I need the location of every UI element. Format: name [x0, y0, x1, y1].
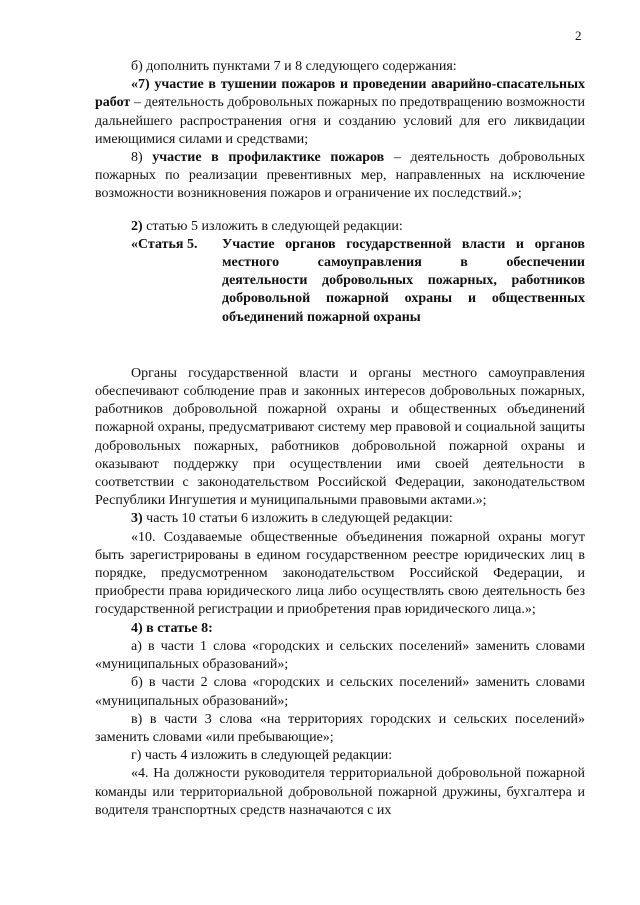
article-title-line: Участие органов государственной власти и органов	[222, 236, 585, 252]
amend-2-text: статью 5 изложить в следующей редакции:	[142, 218, 403, 234]
paragraph-sub-b: б) в части 2 слова «городских и сельских поселений» заменить словами «муниципальных образований»;	[95, 675, 585, 709]
amend-3-text: часть 10 статьи 6 изложить в следующей редакции:	[142, 511, 453, 527]
paragraph-part-4: «4. На должности руководителя территориальной добровольной пожарной команды или территориальной добровольной пожарной дружины, бухгалтера и водителя транспортных средств назначаются с их	[95, 766, 585, 818]
paragraph-amend-article-5	[95, 218, 585, 236]
paragraph-sub-a: а) в части 1 слова «городских и сельских поселений» заменить словами «муниципальных образований»;	[95, 638, 585, 673]
article-5-heading	[95, 236, 585, 327]
paragraph-item-8	[95, 149, 585, 204]
paragraph-article-5-text: Органы государственной власти и органы местного самоуправления обеспечивают соблюдение прав и законных интересов добровольных пожарных, работников добровольной пожарной охраны и общественных объединений пожарной охраны, предусматривают систему мер правовой и социальной защиты добровольных пожарных, работников добровольной пожарной охраны и оказывают поддержку при осуществлении ими своей деятельности в соответствии с законодательством Российской Федерации, законодательством Республики Ингушетия и муниципальными правовыми актами.»;	[95, 365, 585, 509]
document-body	[95, 58, 585, 820]
amend-2-number: 2)	[131, 218, 143, 234]
item-7-text: – деятельность добровольных пожарных по предотвращению возможности дальнейшего распространения огня и созданию условий для его ликвидации имеющимися силами и средствами;	[95, 95, 585, 147]
paragraph-amend-article-8	[95, 620, 585, 638]
paragraph-sub-v: в) в части 3 слова «на территориях городских и сельских поселений» заменить словами «или пребывающие»;	[95, 711, 585, 745]
item-8-text: – деятельность добровольных пожарных по реализации превентивных мер, направленных на исключение возможности возникновения пожаров и ограничение их последствий.»;	[95, 150, 585, 202]
paragraph-amend-article-6	[95, 510, 585, 528]
item-8-heading: участие в профилактике пожаров	[152, 150, 385, 166]
article-title-line: добровольной пожарной охраны и общественных	[222, 291, 585, 307]
item-7-heading: «7) участие в тушении пожаров и проведении аварийно-спасательных работ	[95, 77, 585, 111]
article-title-line: объединений пожарной охраны	[222, 309, 421, 325]
page-number: 2	[575, 28, 582, 43]
amend-3-number: 3)	[131, 511, 143, 527]
paragraph-sub-g: г) часть 4 изложить в следующей редакции:	[131, 748, 393, 764]
article-title-line: деятельности добровольных пожарных, работников	[222, 273, 585, 289]
paragraph-b-add-items: б) дополнить пунктами 7 и 8 следующего содержания:	[131, 59, 457, 74]
amend-4-heading: 4) в статье 8:	[131, 620, 213, 636]
item-8-number: 8)	[131, 150, 153, 166]
article-title	[222, 236, 585, 327]
article-title-line: местного самоуправления в обеспечении	[222, 255, 585, 271]
paragraph-item-7	[95, 76, 585, 149]
paragraph-part-10: «10. Создаваемые общественные объединения пожарной охраны могут быть зарегистрированы в едином государственном реестре юридических лиц в порядке, предусмотренном законодательством Российской Федерации, и приобрести права юридического лица либо осуществлять свою деятельность без государственной регистрации и приобретения прав юридического лица.»;	[95, 529, 585, 618]
article-label: «Статья 5.	[131, 236, 198, 252]
